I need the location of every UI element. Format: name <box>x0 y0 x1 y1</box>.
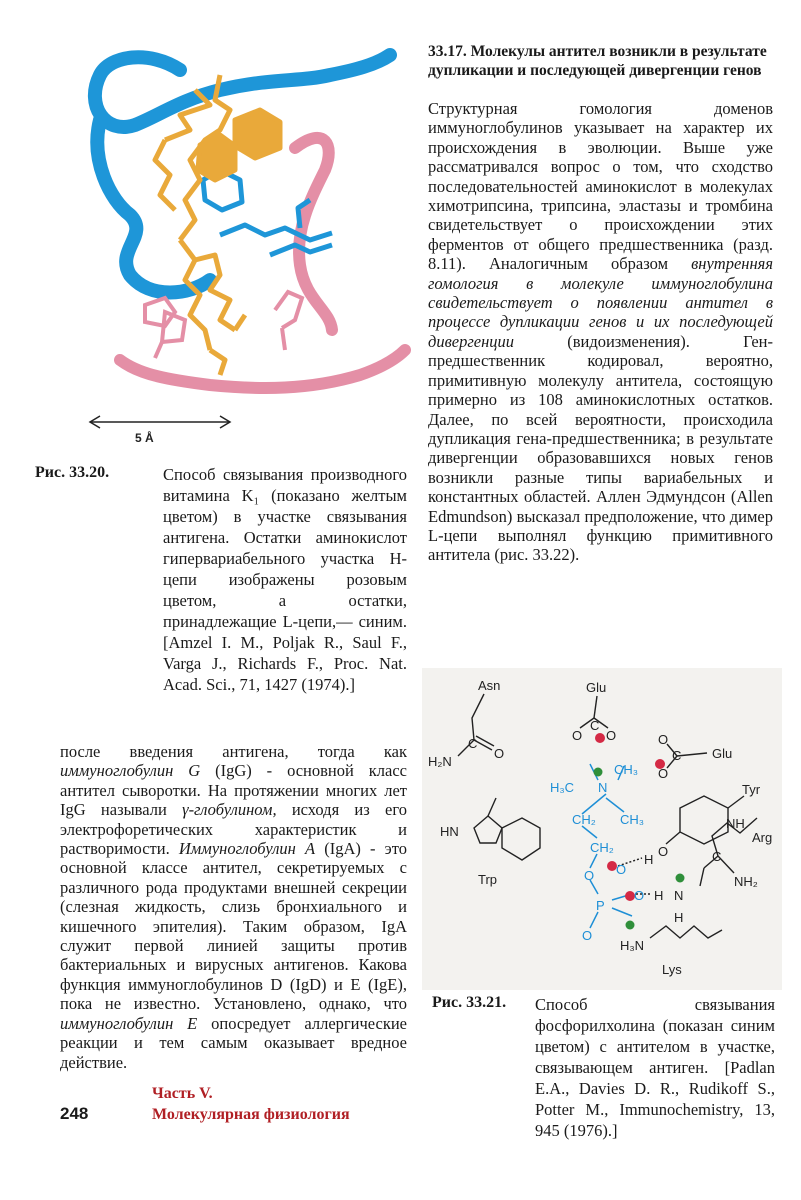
section-body <box>428 99 773 565</box>
label-o-tyr: O <box>658 844 669 859</box>
label-nh2-arg: NH₂ <box>734 874 758 889</box>
page-number: 248 <box>60 1104 89 1123</box>
label-trp: Trp <box>478 872 498 887</box>
label-o-asn: O <box>494 746 505 761</box>
left-text-2: (IgG) - основной класс антител сыворотки. На протяжении многих лет IgG называли <box>60 761 407 820</box>
label-glu-1: Glu <box>586 680 607 695</box>
left-text-4: (IgA) - это основной классе антител, секретируемых с различного рода продуктами внешней секреции (слезная жидкость, слизь бронхиального и кишечного эпителия). Таким образом, IgA служит первой линией защиты против бактериальных и вирусных антигенов. Какова функция иммуноглобулинов D (IgD) и E (IgE), пока не известно. Установлено, однако, что <box>60 839 407 1014</box>
label-ch3-b: CH₃ <box>620 812 645 827</box>
left-italic-2: γ-глобулином, <box>182 800 277 820</box>
label-n-choline: N <box>598 780 608 795</box>
vitamin-k1-binding-diagram <box>70 30 415 450</box>
left-italic-4: иммуноглобулин E <box>60 1013 198 1033</box>
label-c-glu1: C <box>590 718 600 733</box>
label-o-p2: O <box>616 862 627 877</box>
label-o-glu1-a: O <box>572 728 583 743</box>
label-hn-trp: HN <box>440 824 459 839</box>
label-o-p1: O <box>584 868 595 883</box>
label-ch2-a: CH₂ <box>572 812 596 827</box>
label-h3c: H₃C <box>550 780 575 795</box>
section-heading: 33.17. Молекулы антител возникли в результате дупликации и последующей дивергенции генов <box>428 43 767 79</box>
figure-33-21 <box>422 668 782 990</box>
section-text-2: (видоизменения). Ген-предшественник кодировал, вероятно, примитивную молекулу антитела, состоящую примерно из 108 аминокислотных остатков. Далее, по всей вероятности, происходила дупликация гена-предшественника; в результате дивергенции образовавшихся новых генов возникли разные типы вариабельных и константных областей. Аллен Эдмундсон (Allen Edmundson) высказал предположение, что димер L-цепи выполнял функцию примитивного антитела (рис. 33.22). <box>428 331 773 565</box>
label-ch2-b: CH₂ <box>590 840 614 855</box>
label-c-asn: C <box>468 736 478 751</box>
label-h-arg: H <box>674 910 684 925</box>
vitamin-k1-molecule <box>155 75 280 375</box>
label-h-tyr: H <box>644 852 654 867</box>
label-lys: Lys <box>662 962 682 977</box>
scale-label: 5 Å <box>135 431 154 445</box>
section-text-italic: внутренняя гомология в молекуле иммуноглобулина свидетельствует о появлении антител в процессе дупликации генов и их последующей дивергенции <box>428 254 773 351</box>
phosphorylcholine-binding-diagram <box>422 668 782 990</box>
section-text-1: Структурная гомология доменов иммуноглобулинов указывает на характер их происхождения в эволюции. Выше уже рассматривался вопрос о том, что сходство последовательностей аминокислот в молекулах химотрипсина, трипсина, эластазы и тромбина свидетельствует о происхождении этих ферментов от общего предшественника (разд. 8.11). Аналогичным образом <box>428 99 773 274</box>
figure-33-20-caption: Способ связывания производного витамина K₁ (показано желтым цветом) в участке связывания антигена. Остатки аминокислот гипервариабельного участка H-цепи изображены розовым цветом, а остатки, принадлежащие L-цепи,— синим. [Amzel I. M., Poljak R., Saul F., Varga J., Richards F., Proc. Nat. Acad. Sci., 71, 1427 (1974).] <box>163 465 407 694</box>
left-column-text <box>60 742 407 1072</box>
label-h-arg-2: H <box>654 888 664 903</box>
label-nh-arg: NH <box>726 816 745 831</box>
label-c-arg: C <box>712 849 722 864</box>
left-italic-1: иммуноглобулин G <box>60 761 201 781</box>
label-c-glu2: C <box>672 748 682 763</box>
label-n-arg: N <box>674 888 684 903</box>
left-text-1: после введения антигена, тогда как <box>60 742 407 761</box>
figure-33-20 <box>70 30 415 450</box>
left-text-5: опосредует аллергические реакции и тем самым оказывает вредное действие. <box>60 1013 408 1072</box>
label-tyr: Tyr <box>742 782 761 797</box>
figure-33-21-label: Рис. 33.21. <box>432 994 507 1011</box>
footer-part-title: Молекулярная физиология <box>152 1106 350 1123</box>
label-arg: Arg <box>752 830 773 845</box>
label-h2n: H₂N <box>428 754 452 769</box>
h-chain-backbone-bottom <box>120 350 405 388</box>
label-p: P <box>596 898 605 913</box>
label-o-glu2-b: O <box>658 766 669 781</box>
label-glu-2: Glu <box>712 746 733 761</box>
figure-33-21-caption: Способ связывания фосфорилхолина (показан синим цветом) с антителом в участке, связывающем антиген. [Padlan E.A., Davies D. R., Rudikoff S., Potter M., Immunochemistry, 13, 945 (1976).] <box>535 995 775 1140</box>
left-text-3: исходя из его электрофоретических характеристик и растворимости. <box>60 800 407 859</box>
label-o-p3: O <box>634 888 645 903</box>
label-ch3-a: CH₃ <box>614 762 639 777</box>
label-asn: Asn <box>478 678 501 693</box>
label-h3n: H₃N <box>620 938 645 953</box>
figure-33-20-label: Рис. 33.20. <box>35 464 110 481</box>
label-o-glu1-b: O <box>606 728 617 743</box>
label-o-p4: O <box>582 928 593 943</box>
footer-part: Часть V. <box>152 1085 213 1102</box>
label-o-glu2-a: O <box>658 732 669 747</box>
left-italic-3: Иммуноглобулин A <box>178 839 316 859</box>
